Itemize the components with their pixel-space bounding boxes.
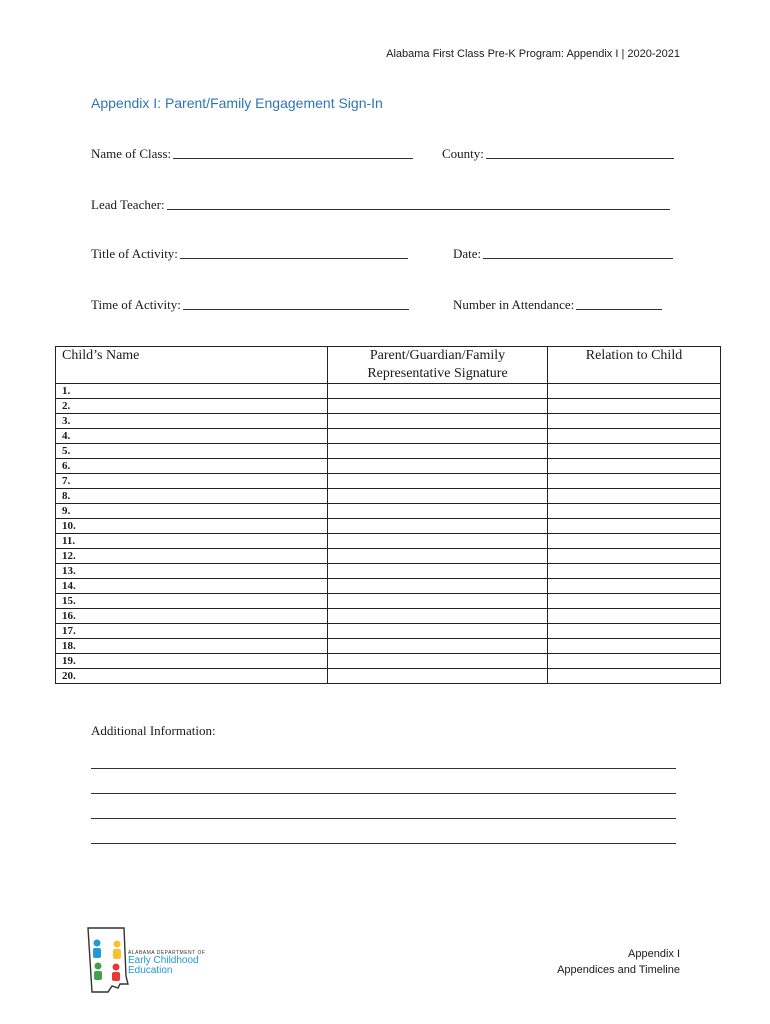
signature-cell[interactable] [328,414,548,429]
signature-cell[interactable] [328,534,548,549]
time-of-activity-line [183,308,409,310]
table-row [56,609,721,624]
child-name-cell[interactable]: 9. [56,504,328,519]
signature-cell[interactable] [328,669,548,684]
county-line [486,157,674,159]
child-name-cell[interactable]: 2. [56,399,328,414]
name-of-class-line [173,157,413,159]
child-name-cell[interactable]: 17. [56,624,328,639]
logo-body-green [94,971,102,980]
table-header-row [56,347,721,384]
table-row [56,474,721,489]
signature-cell[interactable] [328,429,548,444]
relation-cell[interactable] [548,534,721,549]
signature-header [328,347,548,384]
number-in-attendance-label: Number in Attendance: [453,297,575,312]
date-label: Date: [453,246,482,261]
relation-cell[interactable] [548,384,721,399]
number-in-attendance-field[interactable] [453,297,662,313]
logo-figure-blue [94,940,101,947]
child-name-cell[interactable]: 3. [56,414,328,429]
additional-information-line[interactable] [91,818,676,819]
signature-cell[interactable] [328,639,548,654]
time-of-activity-label: Time of Activity: [91,297,181,312]
county-label: County: [442,146,484,161]
additional-information-line[interactable] [91,843,676,844]
child-name-cell[interactable]: 11. [56,534,328,549]
relation-cell[interactable] [548,459,721,474]
table-row [56,594,721,609]
logo-figure-yellow [114,941,121,948]
signature-cell[interactable] [328,564,548,579]
child-name-cell[interactable]: 4. [56,429,328,444]
signature-cell[interactable] [328,504,548,519]
signature-cell[interactable] [328,549,548,564]
county-field[interactable] [442,146,674,162]
signature-cell[interactable] [328,459,548,474]
table-row [56,459,721,474]
signature-cell[interactable] [328,579,548,594]
additional-information-label: Additional Information: [91,723,216,738]
table-row [56,669,721,684]
signature-cell[interactable] [328,489,548,504]
relation-header: Relation to Child [548,347,721,384]
table-row [56,384,721,399]
relation-cell[interactable] [548,639,721,654]
sign-in-table [55,346,721,684]
child-name-cell[interactable]: 18. [56,639,328,654]
title-of-activity-label: Title of Activity: [91,246,178,261]
child-name-cell[interactable]: 6. [56,459,328,474]
date-field[interactable] [453,246,673,262]
signature-header-line2: Representative Signature [367,366,508,381]
logo-body-blue [93,948,101,958]
name-of-class-label: Name of Class: [91,146,172,161]
table-row [56,489,721,504]
signature-cell[interactable] [328,384,548,399]
signature-cell[interactable] [328,519,548,534]
relation-cell[interactable] [548,429,721,444]
logo-line3: Education [128,965,173,976]
table-row [56,579,721,594]
table-row [56,564,721,579]
relation-cell[interactable] [548,519,721,534]
logo-body-red [112,972,120,981]
relation-cell[interactable] [548,564,721,579]
child-name-cell[interactable]: 20. [56,669,328,684]
relation-cell[interactable] [548,549,721,564]
logo-text [128,950,205,976]
table-row [56,534,721,549]
relation-cell[interactable] [548,489,721,504]
child-name-cell[interactable]: 13. [56,564,328,579]
relation-cell[interactable] [548,474,721,489]
lead-teacher-label: Lead Teacher: [91,197,165,212]
additional-information-line[interactable] [91,768,676,769]
child-name-cell[interactable]: 5. [56,444,328,459]
signature-cell[interactable] [328,609,548,624]
table-row [56,414,721,429]
table-row [56,504,721,519]
child-name-cell[interactable]: 12. [56,549,328,564]
footer-line1: Appendix I [628,948,680,960]
additional-information-line[interactable] [91,793,676,794]
logo-line1: ALABAMA DEPARTMENT OF [128,950,206,956]
signature-cell[interactable] [328,594,548,609]
relation-cell[interactable] [548,654,721,669]
table-row [56,519,721,534]
relation-cell[interactable] [548,444,721,459]
child-name-cell[interactable]: 19. [56,654,328,669]
signature-cell[interactable] [328,399,548,414]
signature-header-line1: Parent/Guardian/Family [369,348,506,363]
signature-cell[interactable] [328,624,548,639]
signature-cell[interactable] [328,474,548,489]
childs-name-header: Child’s Name [56,347,328,384]
page-footer [557,946,680,978]
child-name-cell[interactable]: 10. [56,519,328,534]
lead-teacher-line [167,208,670,210]
child-name-cell[interactable]: 1. [56,384,328,399]
table-row [56,624,721,639]
child-name-cell[interactable]: 8. [56,489,328,504]
relation-cell[interactable] [548,414,721,429]
relation-cell[interactable] [548,669,721,684]
child-name-cell[interactable]: 14. [56,579,328,594]
number-in-attendance-line [576,308,662,310]
table-row [56,444,721,459]
signature-cell[interactable] [328,444,548,459]
table-row [56,399,721,414]
page-title: Appendix I: Parent/Family Engagement Sign-In [91,95,383,111]
relation-cell[interactable] [548,399,721,414]
signature-cell[interactable] [328,654,548,669]
logo-figure-green [95,963,102,970]
table-row [56,639,721,654]
logo-body-yellow [113,949,121,959]
child-name-cell[interactable]: 15. [56,594,328,609]
relation-cell[interactable] [548,609,721,624]
title-of-activity-line [180,257,408,259]
logo-line2: Early Childhood [128,955,199,966]
relation-cell[interactable] [548,624,721,639]
table-row [56,429,721,444]
relation-cell[interactable] [548,579,721,594]
name-of-class-field[interactable] [91,146,413,162]
logo-figure-red [113,964,120,971]
child-name-cell[interactable]: 16. [56,609,328,624]
child-name-cell[interactable]: 7. [56,474,328,489]
title-of-activity-field[interactable] [91,246,408,262]
lead-teacher-field[interactable] [91,197,670,213]
date-line [483,257,673,259]
footer-line2: Appendices and Timeline [557,964,680,976]
page-header: Alabama First Class Pre-K Program: Appendix I | 2020-2021 [386,48,680,60]
time-of-activity-field[interactable] [91,297,409,313]
relation-cell[interactable] [548,594,721,609]
relation-cell[interactable] [548,504,721,519]
table-row [56,549,721,564]
table-row [56,654,721,669]
